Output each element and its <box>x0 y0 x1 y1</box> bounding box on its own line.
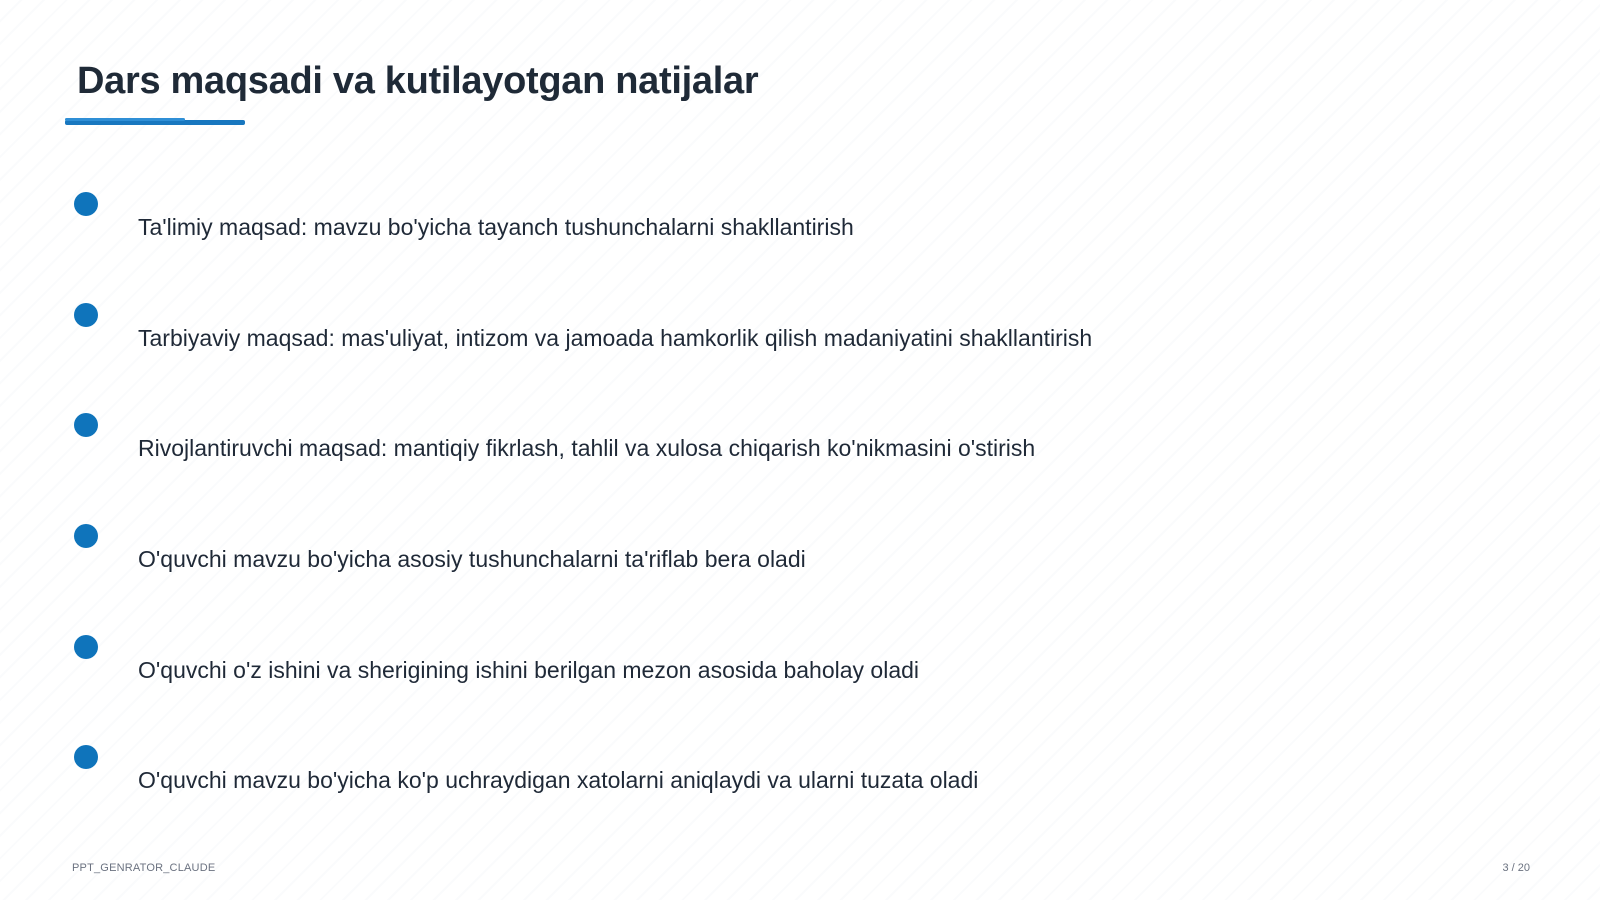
bullet-text: Ta'limiy maqsad: mavzu bo'yicha tayanch tushunchalarni shakllantirish <box>138 214 854 240</box>
bullet-dot-icon <box>74 524 98 548</box>
bullet-text: O'quvchi mavzu bo'yicha ko'p uchraydigan xatolarni aniqlaydi va ularni tuzata oladi <box>138 767 979 793</box>
footer-label: PPT_GENRATOR_CLAUDE <box>72 862 216 874</box>
bullet-text: Tarbiyaviy maqsad: mas'uliyat, intizom va jamoada hamkorlik qilish madaniyatini shakllantirish <box>138 325 1093 351</box>
title-underline-accent <box>65 118 185 121</box>
bullet-item <box>0 413 1600 473</box>
bullet-dot-icon <box>74 745 98 769</box>
bullet-dot-icon <box>74 192 98 216</box>
slide-title: Dars maqsadi va kutilayotgan natijalar <box>77 60 759 102</box>
bullet-item <box>0 745 1600 805</box>
bullet-dot-icon <box>74 413 98 437</box>
bullet-item <box>0 192 1600 252</box>
bullet-item <box>0 635 1600 695</box>
page-indicator: 3 / 20 <box>1502 862 1530 874</box>
bullet-text: O'quvchi mavzu bo'yicha asosiy tushunchalarni ta'riflab bera oladi <box>138 546 806 572</box>
bullet-item <box>0 303 1600 363</box>
bullet-text: O'quvchi o'z ishini va sherigining ishini berilgan mezon asosida baholay oladi <box>138 657 920 683</box>
bullet-item <box>0 524 1600 584</box>
bullet-text: Rivojlantiruvchi maqsad: mantiqiy fikrlash, tahlil va xulosa chiqarish ko'nikmasini o'stirish <box>138 435 1036 461</box>
bullet-dot-icon <box>74 635 98 659</box>
bullet-dot-icon <box>74 303 98 327</box>
